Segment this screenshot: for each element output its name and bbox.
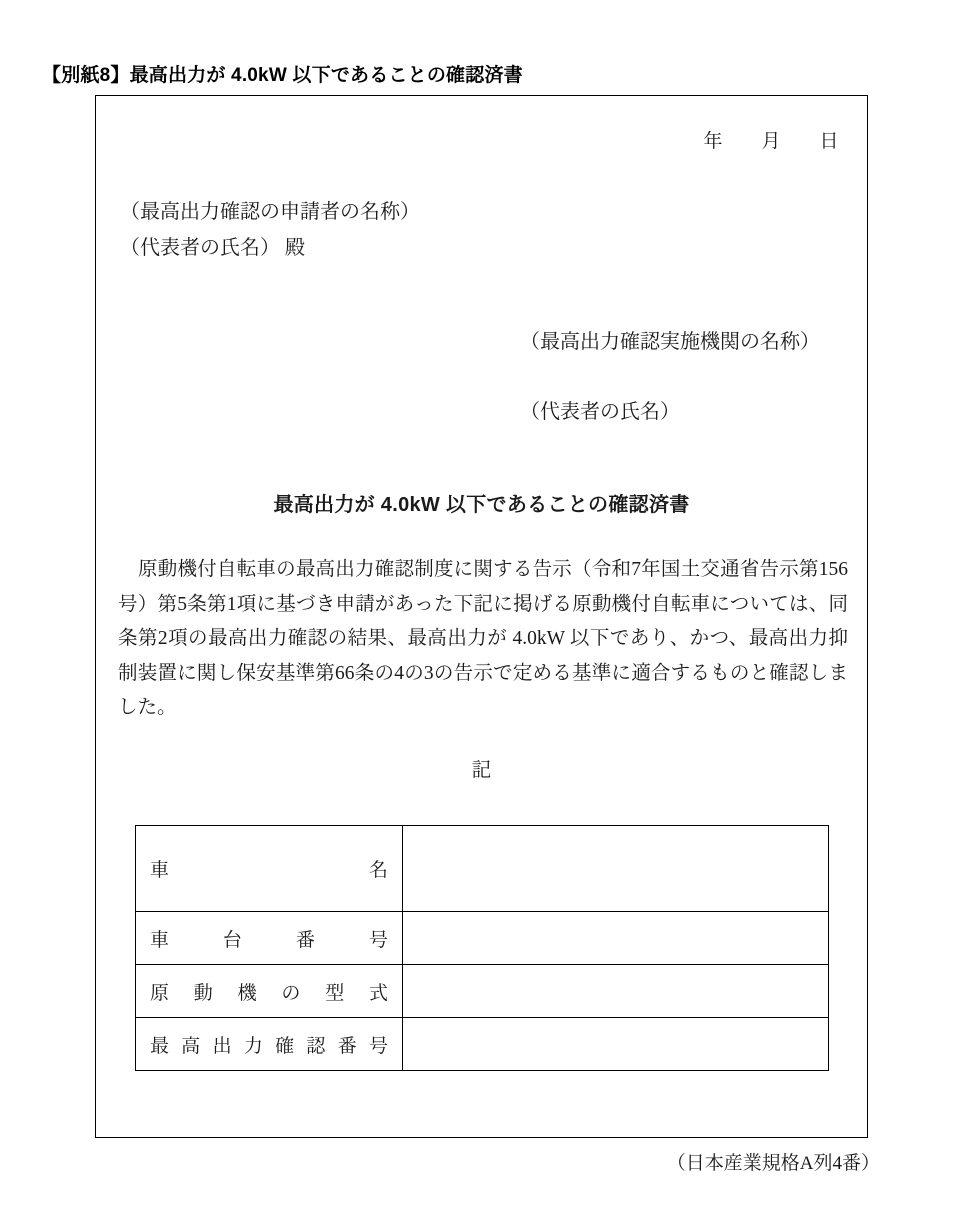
- row-value-vehicle-name[interactable]: [403, 826, 829, 912]
- label-chars: [150, 855, 388, 882]
- label-char: 高: [181, 1035, 201, 1057]
- label-char: 機: [237, 982, 257, 1004]
- addressee-applicant-name: （最高出力確認の申請者の名称）: [120, 201, 420, 223]
- label-chars: [150, 978, 388, 1005]
- addressee-block: [120, 194, 420, 266]
- issuer-organization-name: （最高出力確認実施機関の名称）: [520, 331, 820, 353]
- table-row: [136, 1018, 829, 1071]
- issuer-block: [520, 324, 820, 430]
- row-value-engine-type[interactable]: [403, 965, 829, 1018]
- label-char: 名: [368, 860, 388, 881]
- label-char: 番: [295, 929, 315, 951]
- issuer-representative-name: （代表者の氏名）: [520, 401, 680, 423]
- label-char: 号: [368, 1035, 388, 1057]
- label-char: の: [281, 982, 301, 1004]
- label-char: 確: [275, 1035, 295, 1057]
- row-label-engine-type: [136, 965, 403, 1018]
- date-line: [703, 126, 839, 153]
- label-char: 型: [325, 982, 345, 1004]
- table-row: [136, 912, 829, 965]
- label-char: 力: [243, 1035, 263, 1057]
- date-month-label: 月: [761, 131, 781, 152]
- date-year-label: 年: [703, 131, 723, 152]
- label-char: 番: [337, 1035, 357, 1057]
- document-body-paragraph: 原動機付自転車の最高出力確認制度に関する告示（令和7年国土交通省告示第156号）第5条第1項に基づき申請があった下記に掲げる原動機付自転車については、同条第2項の最高出力確認の結果、最高出力が 4.0kW 以下であり、かつ、最高出力抑制装置に関し保安基準第66条の4の3の告示で定める基準に適合するものと確認しました。: [118, 559, 848, 718]
- row-value-chassis-number[interactable]: [403, 912, 829, 965]
- paper-size-note: （日本産業規格A列4番）: [666, 1153, 880, 1174]
- row-label-vehicle-name: [136, 826, 403, 912]
- vehicle-info-table-body: [136, 826, 829, 1071]
- ki-mark: 記: [471, 760, 492, 781]
- page-title: 【別紙8】最高出力が 4.0kW 以下であることの確認済書: [42, 65, 523, 86]
- label-char: 最: [150, 1035, 170, 1057]
- label-char: 認: [306, 1035, 326, 1057]
- label-char: 号: [368, 929, 388, 951]
- label-chars: [150, 925, 388, 952]
- addressee-representative-name: （代表者の氏名） 殿: [120, 237, 305, 259]
- row-label-max-power-confirmation-number: [136, 1018, 403, 1071]
- table-row: [136, 965, 829, 1018]
- document-frame: [95, 95, 868, 1138]
- label-char: 原: [150, 982, 170, 1004]
- label-char: 台: [222, 929, 242, 951]
- row-value-max-power-confirmation-number[interactable]: [403, 1018, 829, 1071]
- row-label-chassis-number: [136, 912, 403, 965]
- date-day-label: 日: [819, 131, 839, 152]
- label-char: 車: [150, 929, 170, 951]
- document-heading: 最高出力が 4.0kW 以下であることの確認済書: [273, 494, 690, 516]
- label-char: 式: [368, 982, 388, 1004]
- label-char: 車: [150, 860, 170, 881]
- label-char: 出: [212, 1035, 232, 1057]
- table-row: [136, 826, 829, 912]
- vehicle-info-table: [135, 825, 829, 1071]
- label-char: 動: [193, 982, 213, 1004]
- label-chars: [150, 1031, 388, 1058]
